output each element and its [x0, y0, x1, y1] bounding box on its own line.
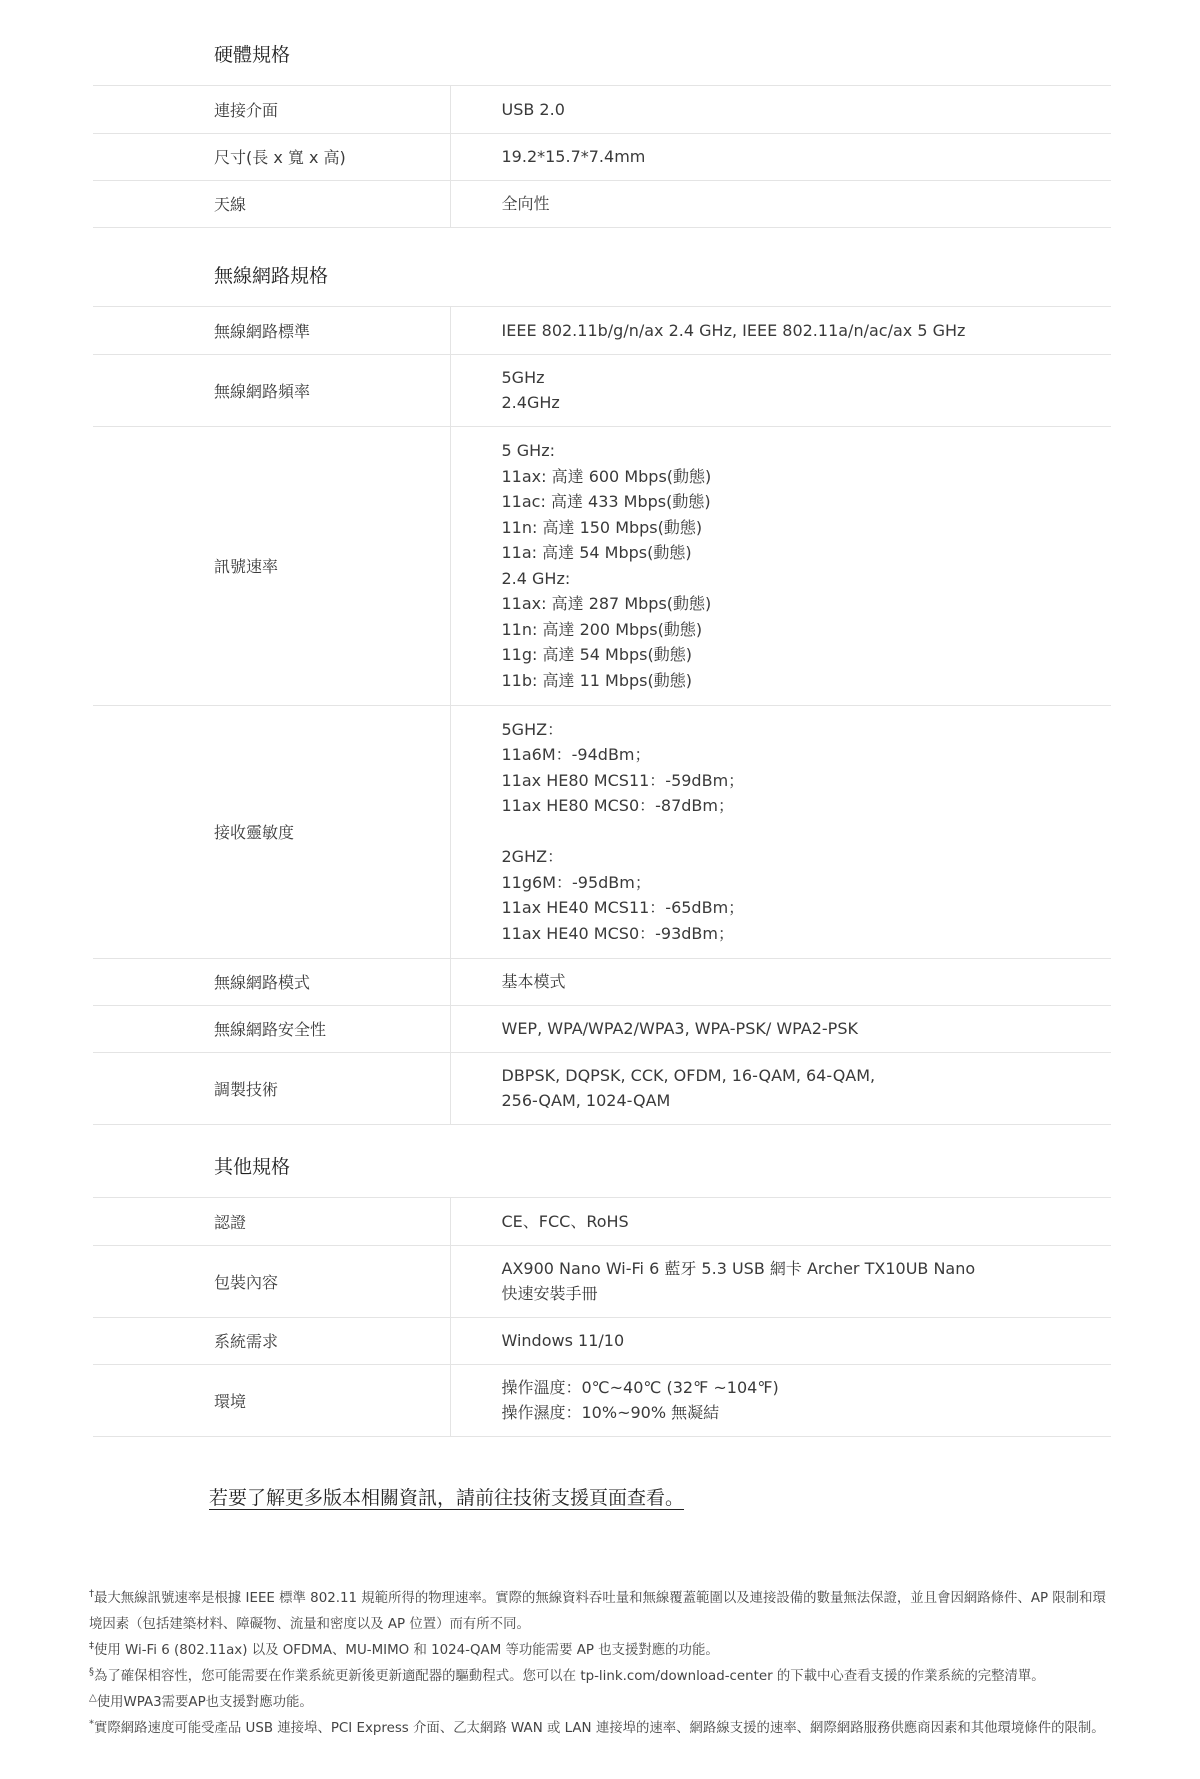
spec-row-certification	[93, 1198, 1111, 1245]
support-page-link[interactable]: 若要了解更多版本相關資訊，請前往技術支援頁面查看。	[209, 1487, 685, 1509]
spec-value: WEP, WPA/WPA2/WPA3, WPA-PSK/ WPA2-PSK	[450, 1005, 1111, 1052]
hardware-spec-section	[93, 25, 1111, 228]
spec-row-package-contents	[93, 1245, 1111, 1317]
other-spec-table	[93, 1198, 1111, 1437]
section-title-hardware: 硬體規格	[93, 25, 1111, 86]
section-title-wireless: 無線網路規格	[93, 246, 1111, 307]
spec-label: 環境	[93, 1364, 450, 1436]
footnote-item: §為了確保相容性，您可能需要在作業系統更新後更新適配器的驅動程式。您可以在 tp-link.com/download-center 的下載中心查看支援的作業系統的完整清單。	[89, 1666, 1045, 1684]
spec-label: 無線網路模式	[93, 958, 450, 1005]
spec-label: 認證	[93, 1198, 450, 1245]
spec-value: 5GHZ： 11a6M：-94dBm； 11ax HE80 MCS11：-59dBm； 11ax HE80 MCS0：-87dBm； 2GHZ： 11g6M：-95dBm； 11ax HE40 MCS11：-65dBm； 11ax HE40 MCS0：-93dBm；	[450, 705, 1111, 958]
spec-value: DBPSK, DQPSK, CCK, OFDM, 16-QAM, 64-QAM, 256-QAM, 1024-QAM	[450, 1052, 1111, 1124]
footnote-item: †最大無線訊號速率是根據 IEEE 標準 802.11 規範所得的物理速率。實際的無線資料吞吐量和無線覆蓋範圍以及連接設備的數量無法保證，並且會因網路條件、AP 限制和環境因素（包括建築材料、障礙物、流量和密度以及 AP 位置）而有所不同。	[89, 1588, 1106, 1632]
spec-label: 無線網路安全性	[93, 1005, 450, 1052]
spec-value: 全向性	[450, 180, 1111, 227]
spec-label: 無線網路頻率	[93, 354, 450, 426]
spec-label: 包裝內容	[93, 1245, 450, 1317]
spec-label: 訊號速率	[93, 426, 450, 705]
footnote-item: *實際網路速度可能受產品 USB 連接埠、PCI Express 介面、乙太網路 WAN 或 LAN 連接埠的速率、網路線支援的速率、網際網路服務供應商因素和其他環境條件的限制。	[89, 1718, 1105, 1736]
spec-label: 無線網路標準	[93, 307, 450, 354]
other-spec-section	[93, 1137, 1111, 1437]
section-title-other: 其他規格	[93, 1137, 1111, 1198]
spec-label: 天線	[93, 180, 450, 227]
spec-label: 接收靈敏度	[93, 705, 450, 958]
spec-row-dimensions	[93, 133, 1111, 180]
spec-value: 操作溫度：0℃~40℃ (32℉ ~104℉) 操作濕度：10%~90% 無凝結	[450, 1364, 1111, 1436]
spec-row-modulation	[93, 1052, 1111, 1124]
spec-row-system-requirements	[93, 1317, 1111, 1364]
spec-row-receive-sensitivity	[93, 705, 1111, 958]
wireless-spec-section	[93, 246, 1111, 1125]
spec-label: 尺寸(長 x 寬 x 高)	[93, 133, 450, 180]
spec-value: AX900 Nano Wi-Fi 6 藍牙 5.3 USB 網卡 Archer TX10UB Nano 快速安裝手冊	[450, 1245, 1111, 1317]
footnote-item: △使用WPA3需要AP也支援對應功能。	[89, 1692, 313, 1710]
spec-value: IEEE 802.11b/g/n/ax 2.4 GHz, IEEE 802.11a/n/ac/ax 5 GHz	[450, 307, 1111, 354]
spec-row-frequency	[93, 354, 1111, 426]
spec-label: 調製技術	[93, 1052, 450, 1124]
spec-row-antenna	[93, 180, 1111, 227]
spec-value: 5GHz 2.4GHz	[450, 354, 1111, 426]
footnote-item: ‡使用 Wi-Fi 6 (802.11ax) 以及 OFDMA、MU-MIMO 和 1024-QAM 等功能需要 AP 也支援對應的功能。	[89, 1640, 719, 1658]
spec-value: 5 GHz: 11ax: 高達 600 Mbps(動態) 11ac: 高達 433 Mbps(動態) 11n: 高達 150 Mbps(動態) 11a: 高達 54 Mbps(動態) 2.4 GHz: 11ax: 高達 287 Mbps(動態) 11n: 高達 200 Mbps(動態) 11g: 高達 54 Mbps(動態) 11b: 高達 11 Mbps(動態)	[450, 426, 1111, 705]
spec-label: 系統需求	[93, 1317, 450, 1364]
spec-row-wireless-standard	[93, 307, 1111, 354]
wireless-spec-table	[93, 307, 1111, 1125]
spec-row-wireless-security	[93, 1005, 1111, 1052]
spec-value: 基本模式	[450, 958, 1111, 1005]
spec-value: CE、FCC、RoHS	[450, 1198, 1111, 1245]
spec-value: 19.2*15.7*7.4mm	[450, 133, 1111, 180]
footnotes	[89, 1586, 1119, 1742]
spec-label: 連接介面	[93, 86, 450, 133]
spec-row-environment	[93, 1364, 1111, 1436]
spec-row-signal-rate	[93, 426, 1111, 705]
spec-row-wireless-mode	[93, 958, 1111, 1005]
spec-value: Windows 11/10	[450, 1317, 1111, 1364]
spec-row-interface	[93, 86, 1111, 133]
spec-value: USB 2.0	[450, 86, 1111, 133]
hardware-spec-table	[93, 86, 1111, 228]
